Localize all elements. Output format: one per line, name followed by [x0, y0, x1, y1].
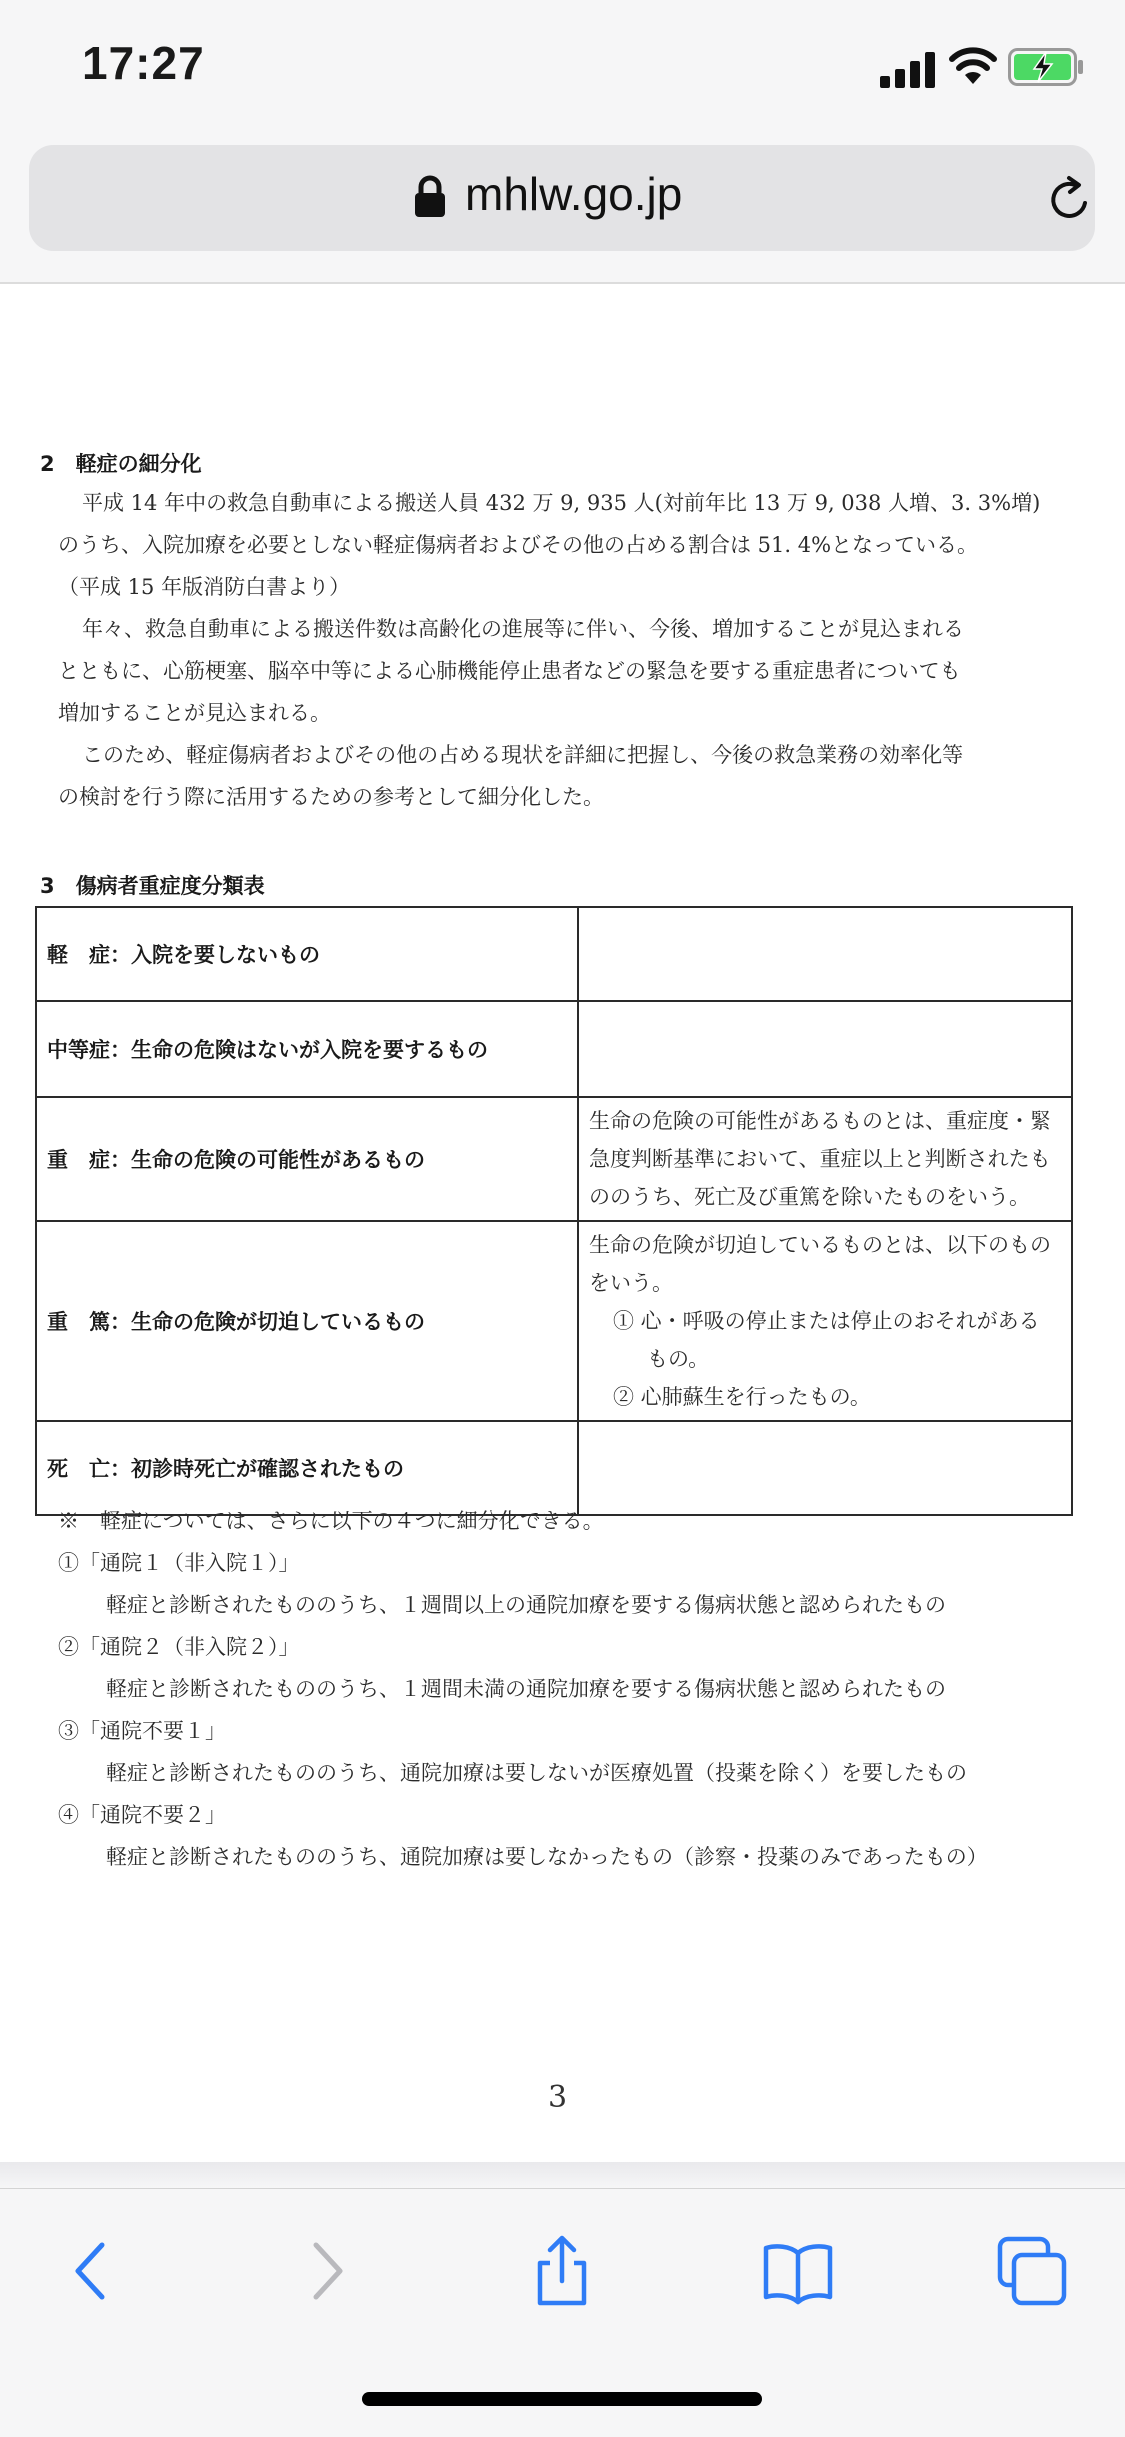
severity-description	[578, 1001, 1072, 1097]
table-row	[36, 907, 1072, 1001]
paragraph-line: 年々、救急自動車による搬送件数は高齢化の進展等に伴い、今後、増加することが見込まれる	[82, 617, 964, 641]
document-page	[0, 284, 1125, 2164]
note-text: 軽症と診断されたもののうち、通院加療は要しなかったもの（診察・投薬のみであったもの）	[106, 1845, 988, 1869]
paragraph-line: （平成 15 年版消防白書より）	[58, 575, 351, 599]
severity-label: 死 亡：初診時死亡が確認されたもの	[36, 1421, 578, 1515]
description-line: 生命の危険が切迫しているものとは、以下のもの	[589, 1233, 1051, 1257]
browser-top-bar	[0, 135, 1125, 284]
section-3-heading: 3 傷病者重症度分類表	[40, 874, 265, 898]
status-bar	[0, 0, 1125, 135]
forward-icon	[290, 2235, 362, 2307]
table-row	[36, 1001, 1072, 1097]
status-time: 17:27	[82, 37, 205, 89]
note-title: ①「通院１（非入院１）」	[58, 1551, 300, 1575]
note-title: ②「通院２（非入院２）」	[58, 1635, 300, 1659]
severity-label: 重 症：生命の危険の可能性があるもの	[36, 1097, 578, 1221]
mild-subdivision-notes	[58, 1500, 1088, 1878]
home-indicator[interactable]	[362, 2392, 762, 2406]
share-icon[interactable]	[526, 2235, 598, 2307]
severity-description	[578, 1221, 1072, 1421]
paragraph-line: 平成 14 年中の救急自動車による搬送人員 432 万 9, 935 人(対前年比 13 万 9, 038 人増、3. 3%増)	[82, 491, 1041, 515]
note-text: 軽症と診断されたもののうち、１週間未満の通院加療を要する傷病状態と認められたもの	[106, 1677, 946, 1701]
description-line: ① 心・呼吸の停止または停止のおそれがある	[613, 1309, 1040, 1333]
section-2-heading: 2 軽症の細分化	[40, 452, 202, 476]
description-line: をいう。	[589, 1271, 673, 1295]
paragraph-line: の検討を行う際に活用するための参考として細分化した。	[58, 785, 604, 809]
severity-label: 重 篤：生命の危険が切迫しているもの	[36, 1221, 578, 1421]
tabs-icon[interactable]	[996, 2235, 1068, 2307]
section-2-body	[58, 482, 1068, 818]
back-icon[interactable]	[56, 2235, 128, 2307]
severity-description	[578, 1097, 1072, 1221]
page-shadow	[0, 2162, 1125, 2188]
address-bar[interactable]	[29, 145, 1095, 251]
bookmarks-icon[interactable]	[762, 2235, 834, 2307]
reload-icon[interactable]	[1045, 175, 1095, 225]
severity-label: 中等症：生命の危険はないが入院を要するもの	[36, 1001, 578, 1097]
lock-icon	[413, 175, 447, 219]
paragraph-line: 増加することが見込まれる。	[58, 701, 331, 725]
page-number: 3	[548, 2080, 568, 2115]
cellular-signal-icon	[880, 52, 936, 88]
paragraph-line: とともに、心筋梗塞、脳卒中等による心肺機能停止患者などの緊急を要する重症患者についても	[58, 659, 961, 683]
note-text: 軽症と診断されたもののうち、１週間以上の通院加療を要する傷病状態と認められたもの	[106, 1593, 946, 1617]
paragraph-line: このため、軽症傷病者およびその他の占める現状を詳細に把握し、今後の救急業務の効率化等	[82, 743, 964, 767]
description-line: 生命の危険の可能性があるものとは、重症度・緊	[589, 1109, 1051, 1133]
notes-intro: ※ 軽症については、さらに以下の４つに細分化できる。	[58, 1509, 604, 1533]
table-row	[36, 1097, 1072, 1221]
severity-table	[35, 906, 1073, 1516]
description-line: ののうち、死亡及び重篤を除いたものをいう。	[589, 1185, 1030, 1209]
note-title: ④「通院不要２」	[58, 1803, 226, 1827]
table-row	[36, 1221, 1072, 1421]
severity-description	[578, 907, 1072, 1001]
note-title: ③「通院不要１」	[58, 1719, 226, 1743]
note-text: 軽症と診断されたもののうち、通院加療は要しないが医療処置（投薬を除く）を要したもの	[106, 1761, 967, 1785]
paragraph-line: のうち、入院加療を必要としない軽症傷病者およびその他の占める割合は 51. 4%となっている。	[58, 533, 979, 557]
severity-label: 軽 症：入院を要しないもの	[36, 907, 578, 1001]
url-text[interactable]: mhlw.go.jp	[465, 168, 683, 220]
description-line: ② 心肺蘇生を行ったもの。	[613, 1385, 871, 1409]
description-line: 急度判断基準において、重症以上と判断されたも	[589, 1147, 1051, 1171]
wifi-icon	[948, 46, 998, 86]
description-line: もの。	[647, 1347, 710, 1371]
battery-charging-icon	[1008, 48, 1086, 86]
